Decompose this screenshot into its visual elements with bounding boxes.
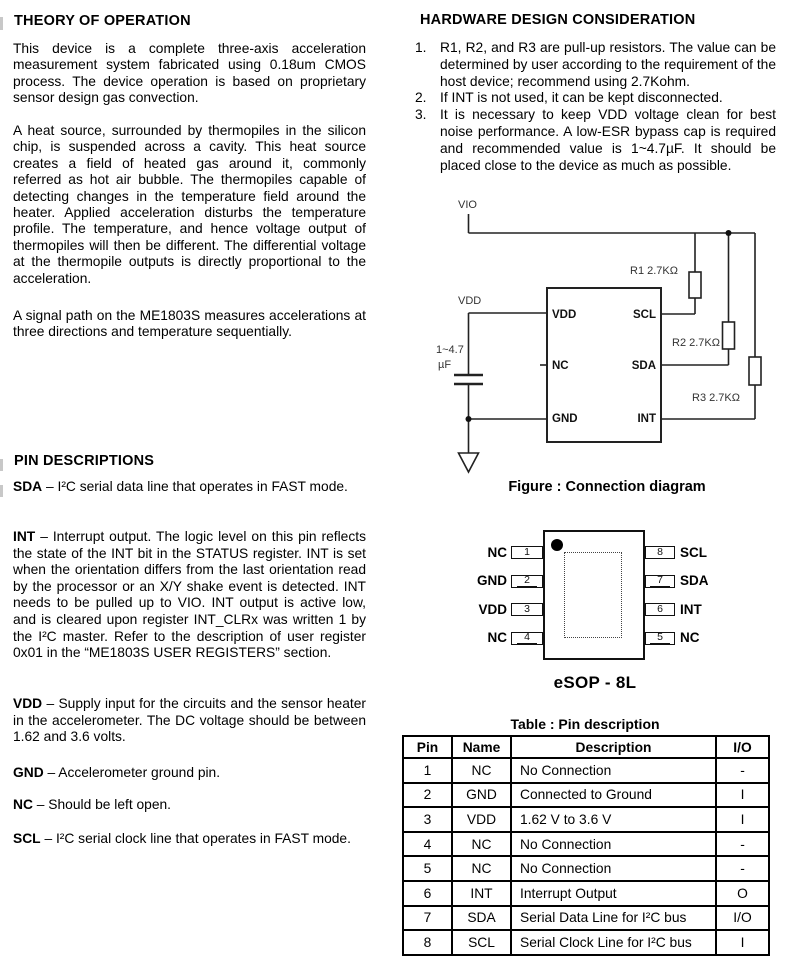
cell-name: VDD — [452, 807, 511, 832]
pin-label-6: INT — [680, 601, 702, 617]
theory-paragraph-2: A heat source, surrounded by thermopiles in the silicon chip, is suspended across a cavity. This heat source creates a field of heated gas around it, commonly referred as hot air bubble. The thermopiles capable of detecting changes in the temperature field around the heater. Applied acceleration disturbs the temperature profile. The temperature, and hence voltage output of thermopiles will then be different. The differential voltage at the thermopile outputs is directly proportional to the acceleration. — [13, 123, 366, 286]
cell-description: Serial Data Line for I²C bus — [511, 906, 716, 931]
package-caption: eSOP - 8L — [553, 673, 637, 692]
pin-table-title: Table : Pin description — [510, 716, 660, 732]
pin-desc-sda — [13, 479, 366, 496]
pin-desc-nc — [13, 797, 366, 814]
pin-text-scl: – I²C serial clock line that operates in FAST mode. — [40, 831, 351, 846]
theory-of-operation-heading: THEORY OF OPERATION — [14, 13, 191, 29]
cell-pin: 3 — [403, 807, 452, 832]
pin-label-2: GND — [477, 573, 507, 588]
theory-paragraph-3: A signal path on the ME1803S measures accelerations at three directions and temperature sequentially. — [13, 308, 366, 340]
pin-number: 7 — [650, 575, 670, 587]
column-header-io: I/O — [716, 736, 769, 758]
change-bar — [0, 459, 3, 471]
resistor-r3 — [749, 357, 761, 385]
column-header-pin: Pin — [403, 736, 452, 758]
pin-label-5: NC — [680, 630, 700, 645]
cell-io: I/O — [716, 906, 769, 931]
table-row — [403, 906, 769, 931]
pin-box-3 — [511, 603, 543, 616]
pin-label-8: SCL — [680, 544, 707, 560]
cell-name: SCL — [452, 930, 511, 955]
change-bar — [0, 485, 3, 497]
pin-number: 3 — [517, 604, 537, 616]
pin-desc-int — [13, 529, 366, 662]
cell-io: O — [716, 881, 769, 906]
resistor-r1 — [689, 272, 701, 298]
pin-desc-vdd — [13, 696, 366, 746]
pin-box-2 — [511, 575, 543, 588]
change-bar — [0, 17, 3, 30]
list-item — [415, 90, 776, 107]
cell-pin: 8 — [403, 930, 452, 955]
cell-io: - — [716, 758, 769, 783]
pin-term-scl: SCL — [13, 831, 41, 846]
table-row — [403, 783, 769, 808]
list-item-number: 2. — [415, 90, 427, 106]
list-item-number: 1. — [415, 40, 427, 55]
table-row — [403, 807, 769, 832]
cell-pin: 4 — [403, 832, 452, 857]
list-item-text: If INT is not used, it can be kept disconnected. — [440, 90, 723, 106]
cell-description: No Connection — [511, 758, 716, 783]
connection-diagram-caption: Figure : Connection diagram — [508, 479, 706, 495]
pin-description-table — [402, 735, 770, 956]
table-row — [403, 881, 769, 906]
cell-name: INT — [452, 881, 511, 906]
resistor-r2-label: R2 2.7KΩ — [672, 337, 720, 349]
vdd-net-label: VDD — [458, 295, 482, 307]
list-item — [415, 107, 776, 174]
pin-term-int: INT — [13, 529, 36, 544]
cell-pin: 6 — [403, 881, 452, 906]
capacitor-value-label: 1~4.7 — [436, 344, 464, 356]
pin-label-4: NC — [487, 630, 507, 645]
chip-pin-vdd: VDD — [552, 309, 577, 321]
exposed-pad-outline — [564, 552, 622, 638]
cell-name: SDA — [452, 906, 511, 931]
resistor-r1-label: R1 2.7KΩ — [630, 265, 678, 277]
chip-pin-nc: NC — [552, 360, 569, 372]
pin-descriptions-heading: PIN DESCRIPTIONS — [14, 453, 155, 469]
pin-desc-gnd — [13, 765, 366, 782]
vio-net-label: VIO — [458, 199, 477, 211]
cell-io: I — [716, 783, 769, 808]
pin1-marker-dot — [551, 539, 563, 551]
cell-pin: 2 — [403, 783, 452, 808]
junction-dot — [466, 416, 472, 422]
table-header-row — [403, 736, 769, 758]
pin-desc-scl — [13, 831, 366, 848]
pin-term-gnd: GND — [13, 765, 44, 780]
cell-description: Interrupt Output — [511, 881, 716, 906]
list-item-number: 3. — [415, 107, 427, 123]
cell-io: I — [716, 930, 769, 955]
pin-box-1 — [511, 546, 543, 559]
capacitor-unit-label: µF — [438, 359, 452, 371]
pin-number: 8 — [650, 547, 670, 559]
table-row — [403, 930, 769, 955]
pin-term-vdd: VDD — [13, 696, 43, 711]
cell-description: 1.62 V to 3.6 V — [511, 807, 716, 832]
table-row — [403, 856, 769, 881]
cell-pin: 7 — [403, 906, 452, 931]
pin-box-5 — [645, 632, 675, 645]
cell-io: I — [716, 807, 769, 832]
pin-number: 2 — [517, 575, 537, 587]
chip-pin-sda: SDA — [631, 360, 656, 372]
pin-term-sda: SDA — [13, 479, 43, 494]
table-row — [403, 832, 769, 857]
pin-box-4 — [511, 632, 543, 645]
pin-text-gnd: – Accelerometer ground pin. — [43, 765, 221, 780]
pin-text-int: – Interrupt output. The logic level on this pin reflects the state of the INT bit in the STATUS register. INT is set when the orientation differs from the last orientation read by the processor or an X/Y shake event is detected. INT needs to be pulled up to VIO. INT output is active low, and is cleared upon register INT_CLRx was written 1 by the I²C master. Refer to the description of user register 0x01 in the “ME1803S USER REGISTERS” section. — [13, 529, 366, 661]
pin-term-nc: NC — [13, 797, 33, 812]
pin-text-sda: – I²C serial data line that operates in FAST mode. — [42, 479, 348, 494]
resistor-r2 — [723, 322, 735, 349]
column-header-description: Description — [511, 736, 716, 758]
table-row — [403, 758, 769, 783]
cell-description: No Connection — [511, 856, 716, 881]
cell-description: Serial Clock Line for I²C bus — [511, 930, 716, 955]
cell-name: GND — [452, 783, 511, 808]
resistor-r3-label: R3 2.7KΩ — [692, 392, 740, 404]
pin-box-8 — [645, 546, 675, 559]
cell-name: NC — [452, 832, 511, 857]
pin-box-6 — [645, 603, 675, 616]
pin-number: 4 — [517, 632, 537, 644]
cell-description: No Connection — [511, 832, 716, 857]
pin-number: 1 — [517, 547, 537, 559]
pin-label-7: SDA — [680, 573, 709, 588]
list-item-text: It is necessary to keep VDD voltage clean for best noise performance. A low-ESR bypass cap is required and recommended value is 1~4.7µF. It should be placed close to the device as much as possible. — [440, 107, 776, 173]
pin-box-7 — [645, 575, 675, 588]
cell-name: NC — [452, 856, 511, 881]
column-header-name: Name — [452, 736, 511, 758]
chip-pin-scl: SCL — [633, 309, 656, 321]
cell-pin: 5 — [403, 856, 452, 881]
ground-symbol — [459, 453, 479, 472]
cell-description: Connected to Ground — [511, 783, 716, 808]
chip-pin-gnd: GND — [552, 413, 578, 425]
cell-name: NC — [452, 758, 511, 783]
pin-label-1: NC — [487, 544, 507, 560]
list-item-text: R1, R2, and R3 are pull-up resistors. The value can be determined by user according to the requirement of the host device; recommend using 2.7Kohm. — [440, 40, 776, 89]
chip-pin-int: INT — [637, 413, 656, 425]
cell-io: - — [716, 832, 769, 857]
pin-text-vdd: – Supply input for the circuits and the sensor heater in the accelerometer. The DC voltage should be between 1.62 and 3.6 volts. — [13, 696, 366, 745]
cell-pin: 1 — [403, 758, 452, 783]
capacitor-symbol — [454, 375, 483, 384]
hardware-consideration-list — [415, 40, 776, 174]
pin-number: 6 — [650, 604, 670, 616]
pin-text-nc: – Should be left open. — [32, 797, 172, 812]
connection-diagram — [415, 195, 799, 495]
hardware-design-heading: HARDWARE DESIGN CONSIDERATION — [420, 12, 696, 28]
list-item — [415, 40, 776, 90]
junction-dot — [726, 230, 732, 236]
pin-number: 5 — [650, 632, 670, 644]
cell-io: - — [716, 856, 769, 881]
pin-label-3: VDD — [478, 601, 507, 617]
theory-paragraph-1: This device is a complete three-axis acceleration measurement system fabricated using 0.18um CMOS process. The device operation is based on proprietary sensor design gas convection. — [13, 41, 366, 106]
